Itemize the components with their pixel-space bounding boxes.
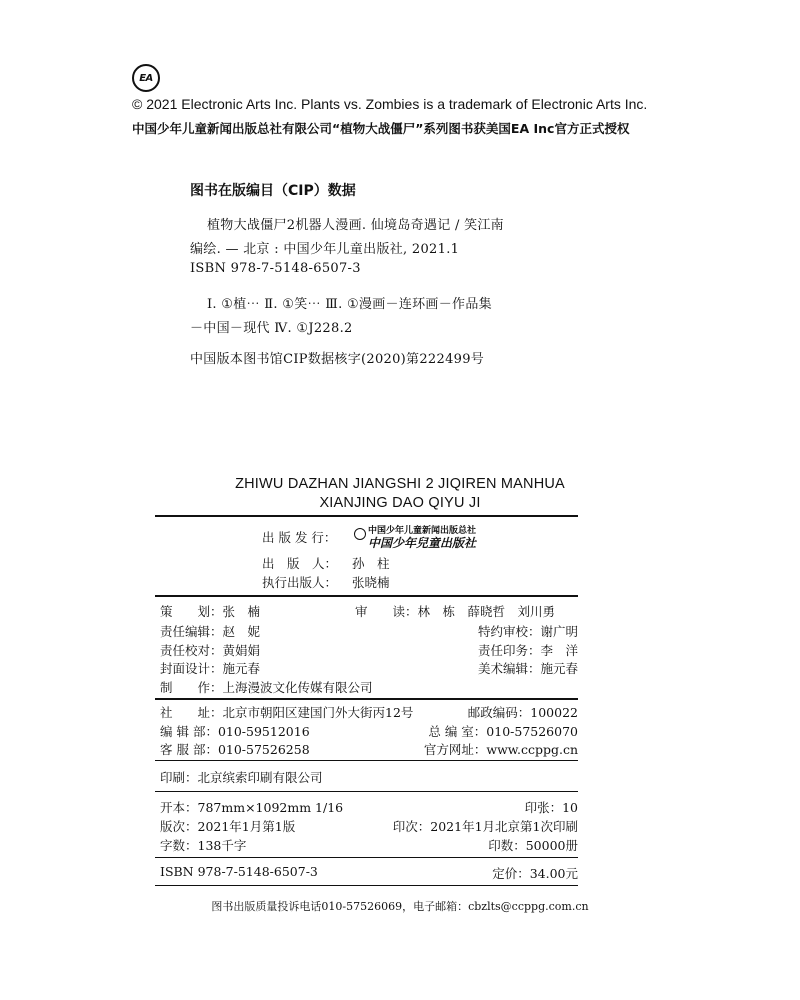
cip-line: 编绘. — 北京 : 中国少年儿童出版社, 2021.1 (190, 242, 460, 257)
divider (155, 885, 578, 886)
chief-office-phone: 总 编 室：010-57526070 (428, 724, 578, 739)
pinyin-title-line2: XIANJING DAO QIYU JI (319, 495, 481, 511)
publisher-stamp: 中国少年儿童新闻出版总社 中国少年兒童出版社 (368, 526, 477, 550)
copyright-notice: © 2021 Electronic Arts Inc. Plants vs. Zombies is a trademark of Electronic Arts Inc. (132, 96, 648, 112)
price: 定价：34.00元 (492, 866, 578, 881)
cip-line: －中国－现代 Ⅳ. ①J228.2 (190, 321, 353, 336)
impression: 印次：2021年1月北京第1次印刷 (392, 819, 578, 834)
cip-line: ISBN 978-7-5148-6507-3 (190, 261, 361, 276)
exec-publisher-label: 执行出版人： (262, 575, 338, 590)
divider (155, 515, 578, 517)
divider (155, 791, 578, 792)
print-run: 印数：50000册 (488, 838, 578, 853)
credit-planning: 策 划：张 楠 (160, 604, 261, 619)
publisher-logo-icon (354, 528, 366, 540)
sheets: 印张：10 (524, 800, 578, 815)
word-count: 字数：138千字 (160, 838, 247, 853)
credit-review: 审 读：林 栋 薛晓哲 刘川勇 (355, 604, 556, 619)
ea-logo: EA (132, 64, 160, 92)
divider (155, 857, 578, 858)
credit-production: 制 作：上海漫波文化传媒有限公司 (160, 680, 373, 695)
credit-art-editor: 美术编辑：施元春 (477, 661, 578, 676)
isbn-number: ISBN 978-7-5148-6507-3 (160, 864, 318, 879)
credit-cover-design: 封面设计：施元春 (160, 661, 261, 676)
divider (155, 760, 578, 761)
license-notice: 中国少年儿童新闻出版总社有限公司“植物大战僵尸”系列图书获美国EA Inc官方正式授权 (132, 121, 630, 136)
printer: 印刷：北京缤索印刷有限公司 (160, 770, 323, 785)
credit-editor: 责任编辑：赵 妮 (160, 624, 261, 639)
edition: 版次：2021年1月第1版 (160, 819, 296, 834)
issue-label: 出 版 发 行： (262, 530, 337, 545)
pinyin-title-line1: ZHIWU DAZHAN JIANGSHI 2 JIQIREN MANHUA (235, 476, 565, 492)
publisher-address: 社 址：北京市朝阳区建国门外大街丙12号 (160, 705, 414, 720)
cip-title: 图书在版编目（CIP）数据 (190, 183, 356, 199)
divider (155, 595, 578, 597)
credit-proofread: 责任校对：黄娟娟 (160, 643, 261, 658)
complaint-footer: 图书出版质量投诉电话010-57526069，电子邮箱：cbzlts@ccppg.com.cn (211, 900, 589, 913)
publisher-name: 孙 柱 (352, 556, 390, 571)
format: 开本：787mm×1092mm 1/16 (160, 800, 344, 815)
credit-print-responsible: 责任印务：李 洋 (477, 643, 578, 658)
publisher-label: 出 版 人： (262, 556, 338, 571)
cip-line: Ⅰ. ①植⋯ Ⅱ. ①笑⋯ Ⅲ. ①漫画－连环画－作品集 (207, 297, 492, 312)
cip-number: 中国版本图书馆CIP数据核字(2020)第222499号 (190, 352, 485, 367)
divider (155, 698, 578, 700)
official-website: 官方网址：www.ccppg.cn (423, 742, 578, 757)
cip-line: 植物大战僵尸2机器人漫画. 仙境岛奇遇记 / 笑江南 (207, 218, 504, 233)
service-phone: 客 服 部：010-57526258 (160, 742, 310, 757)
exec-publisher-name: 张晓楠 (352, 575, 390, 590)
editorial-phone: 编 辑 部：010-59512016 (160, 724, 310, 739)
credit-special-review: 特约审校：谢广明 (477, 624, 578, 639)
postcode: 邮政编码：100022 (467, 705, 578, 720)
